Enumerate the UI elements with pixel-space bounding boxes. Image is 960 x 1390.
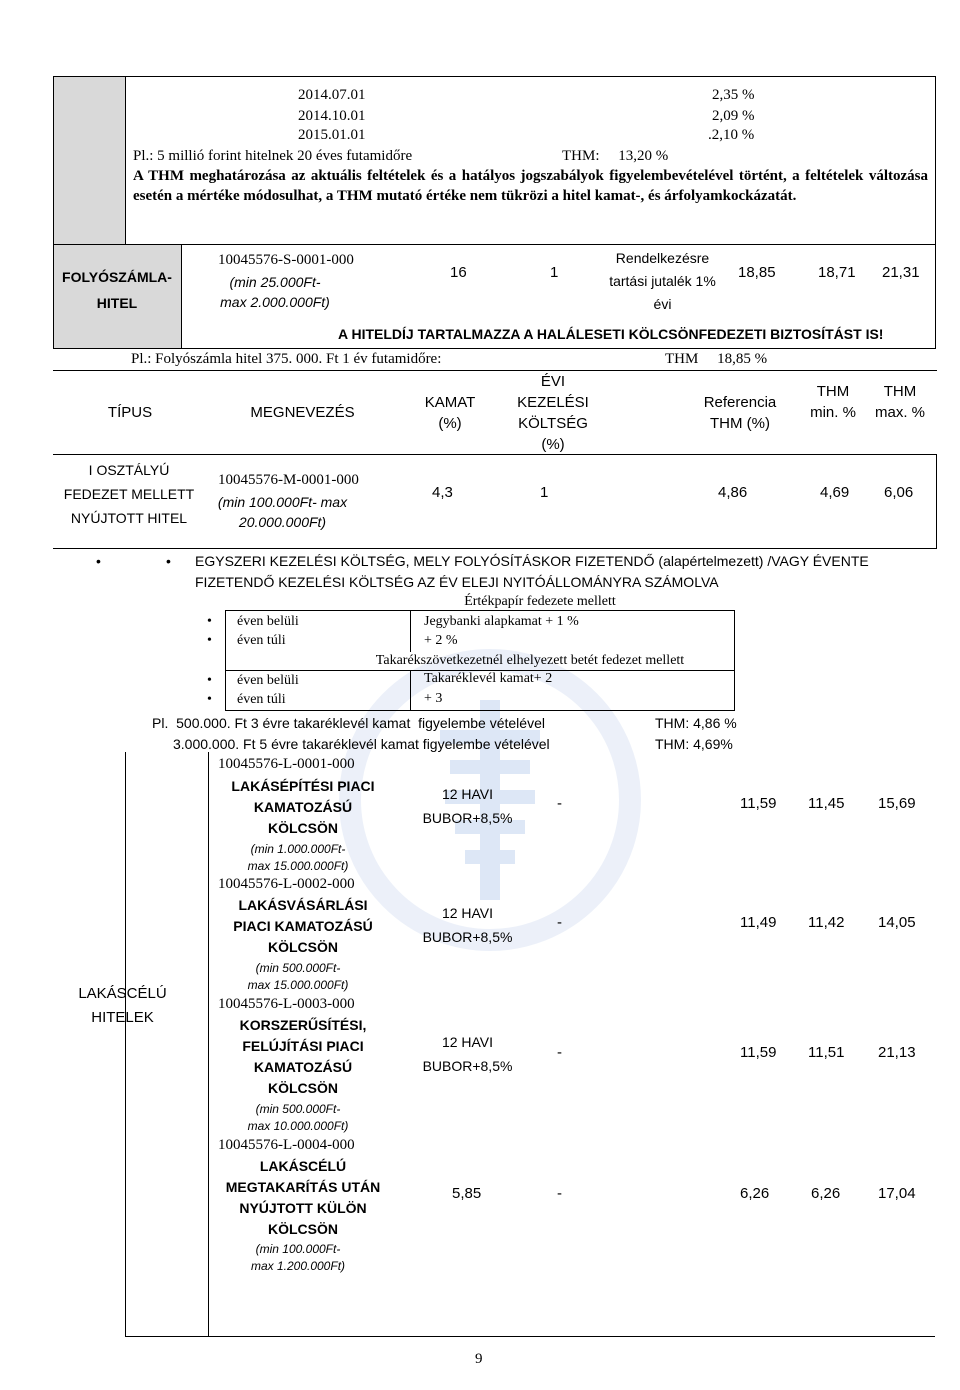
collateral-label: éven belüli: [237, 673, 299, 688]
product-fee: -: [557, 1044, 562, 1061]
product-ref-thm: 11,49: [740, 914, 777, 931]
collateral-example1-thm: THM: 4,86 %: [655, 715, 737, 731]
product-range: (min 500.000Ft-: [255, 961, 341, 975]
overdraft-kamat: 16: [450, 264, 467, 281]
overdraft-type: FOLYÓSZÁMLA-HITEL: [62, 269, 172, 311]
product-code: 10045576-L-0004-000: [218, 1137, 355, 1153]
product-fee: -: [557, 795, 562, 812]
class-one-thm-min: 4,69: [820, 484, 850, 501]
overdraft-range: (min 25.000Ft- max 2.000.000Ft): [220, 274, 330, 310]
bullet-icon: •: [96, 553, 101, 569]
bullet-icon: •: [207, 673, 212, 688]
product-thm-max: 15,69: [878, 795, 916, 812]
product-range: max 10.000.000Ft): [247, 1119, 349, 1133]
product-kamat: 12 HAVI BUBOR+8,5%: [422, 786, 513, 826]
product-fee: -: [557, 914, 562, 931]
product-thm-max: 14,05: [878, 914, 916, 931]
overdraft-thm-max: 21,31: [882, 264, 920, 281]
header-tipus: TÍPUS: [107, 404, 153, 421]
collateral-sec1-title: Értékpapír fedezete mellett: [464, 594, 616, 609]
page-number: 9: [475, 1351, 483, 1367]
header-kamat: KAMAT (%): [424, 394, 476, 432]
rate-value: 2,35 %: [712, 87, 755, 103]
overdraft-fee: 1: [550, 264, 559, 281]
product-thm-min: 11,51: [808, 1044, 845, 1061]
collateral-example1: Pl. 500.000. Ft 3 évre takaréklevél kamat figyelembe vételével: [152, 715, 545, 731]
product-fee: -: [557, 1185, 562, 1202]
fee-note: EGYSZERI KEZELÉSI KÖLTSÉG, MELY FOLYÓSÍTÁSKOR FIZETENDŐ (alapértelmezett) /VAGY ÉVENTE FIZETENDŐ KEZELÉSI KÖLTSÉG AZ ÉV ELEJI NYITÓÁLLOMÁNYRA SZÁMOLVA: [195, 553, 869, 590]
rate-date: 2014.07.01: [298, 87, 366, 103]
product-code: 10045576-L-0002-000: [218, 876, 355, 892]
product-name: LAKÁSÉPÍTÉSI PIACI KAMATOZÁSÚ KÖLCSÖN: [231, 778, 375, 836]
product-thm-min: 11,45: [808, 795, 845, 812]
collateral-label: éven belüli: [237, 614, 299, 629]
product-range: (min 1.000.000Ft-: [250, 842, 346, 856]
example-line: Pl.: 5 millió forint hitelnek 20 éves futamidőre: [133, 148, 413, 164]
class-one-kamat: 4,3: [432, 484, 453, 501]
rate-date: 2015.01.01: [298, 127, 366, 143]
product-kamat: 12 HAVI BUBOR+8,5%: [422, 1034, 513, 1074]
collateral-label: éven túli: [237, 633, 286, 648]
product-ref-thm: 11,59: [740, 795, 777, 812]
overdraft-thm-min: 18,71: [818, 264, 856, 281]
example-thm: THM: 13,20 %: [562, 148, 669, 164]
product-name: LAKÁSVÁSÁRLÁSI PIACI KAMATOZÁSÚ KÖLCSÖN: [233, 897, 373, 955]
rate-value: .2,10 %: [708, 127, 755, 143]
class-one-thm-max: 6,06: [884, 484, 914, 501]
header-megnevezes: MEGNEVEZÉS: [250, 404, 355, 421]
bullet-icon: •: [207, 633, 212, 648]
overdraft-reward: Rendelkezésre tartási jutalék 1% évi: [609, 250, 716, 312]
overdraft-example: Pl.: Folyószámla hitel 375. 000. Ft 1 év futamidőre:: [131, 351, 442, 367]
disclaimer: A THM meghatározása az aktuális feltételek és a hatályos jogszabályok figyelembevételével történt, a feltételek változása esetén a mértéke módosulhat, a THM mutató értéke nem tükrözi a hitel kamat-, és árfolyamkockázatát.: [133, 168, 928, 204]
product-range: max 1.200.000Ft): [250, 1259, 346, 1273]
class-one-code: 10045576-M-0001-000: [218, 472, 359, 488]
product-kamat: 5,85: [452, 1185, 482, 1202]
collateral-label: éven túli: [237, 692, 286, 707]
header-referencia-thm: Referencia THM (%): [703, 394, 777, 432]
header-thm-min: THM min. %: [810, 383, 856, 421]
class-one-ref-thm: 4,86: [718, 484, 748, 501]
collateral-sec2-title: Takarékszövetkezetnél elhelyezett betét fedezet mellett: [375, 653, 685, 668]
product-range: (min 100.000Ft-: [255, 1242, 341, 1256]
bullet-icon: •: [207, 692, 212, 707]
rate-date: 2014.10.01: [298, 108, 366, 124]
product-thm-min: 11,42: [808, 914, 845, 931]
product-ref-thm: 11,59: [740, 1044, 777, 1061]
housing-type: LAKÁSCÉLÚ HITELEK: [78, 985, 167, 1026]
product-code: 10045576-L-0001-000: [218, 756, 355, 772]
header-thm-max: THM max. %: [875, 383, 926, 421]
product-range: max 15.000.000Ft): [247, 978, 349, 992]
product-name: KORSZERŰSÍTÉSI, FELÚJÍTÁSI PIACI KAMATOZÁSÚ KÖLCSÖN: [239, 1017, 367, 1096]
product-thm-max: 21,13: [878, 1044, 916, 1061]
product-code: 10045576-L-0003-000: [218, 996, 355, 1012]
product-range: max 15.000.000Ft): [247, 859, 349, 873]
class-one-type: I OSZTÁLYÚ FEDEZET MELLETT NYÚJTOTT HITEL: [63, 462, 195, 526]
collateral-value: + 2 %: [424, 633, 458, 648]
bullet-icon: •: [166, 553, 171, 569]
product-thm-max: 17,04: [878, 1185, 916, 1202]
class-one-range: (min 100.000Ft- max 20.000.000Ft): [217, 494, 348, 530]
overdraft-code: 10045576-S-0001-000: [218, 252, 354, 268]
header-evi-kezelesi: ÉVI KEZELÉSI KÖLTSÉG (%): [517, 373, 589, 453]
product-kamat: 12 HAVI BUBOR+8,5%: [422, 905, 513, 945]
collateral-value: Takaréklevél kamat+ 2: [424, 671, 553, 686]
bullet-icon: •: [207, 614, 212, 629]
collateral-example2: 3.000.000. Ft 5 évre takaréklevél kamat figyelembe vételével: [173, 736, 550, 752]
product-name: LAKÁSCÉLÚ MEGTAKARÍTÁS UTÁN NYÚJTOTT KÜLÖN KÖLCSÖN: [225, 1158, 381, 1237]
overdraft-example-thm: THM 18,85 %: [665, 351, 768, 367]
product-range: (min 500.000Ft-: [255, 1102, 341, 1116]
collateral-value: Jegybanki alapkamat + 1 %: [424, 614, 579, 629]
collateral-value: + 3: [424, 691, 443, 706]
rate-value: 2,09 %: [712, 108, 755, 124]
product-thm-min: 6,26: [811, 1185, 841, 1202]
class-one-fee: 1: [540, 484, 549, 501]
product-ref-thm: 6,26: [740, 1185, 770, 1202]
overdraft-ref-thm: 18,85: [738, 264, 776, 281]
overdraft-notice: A HITELDÍJ TARTALMAZZA A HALÁLESETI KÖLCSÖNFEDEZETI BIZTOSÍTÁST IS!: [338, 326, 884, 342]
collateral-example2-thm: THM: 4,69%: [655, 736, 733, 752]
